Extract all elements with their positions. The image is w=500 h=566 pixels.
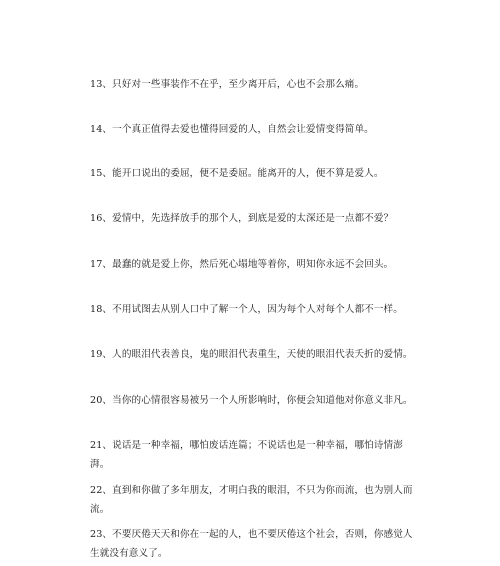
item-text: 直到和你做了多年朋友，才明白我的眼泪，不只为你而流，也为别人而流。 [90, 485, 413, 515]
item-number: 13 [90, 79, 103, 90]
item-number: 19 [90, 349, 103, 360]
list-item [90, 300, 420, 319]
item-text: 不用试图去从别人口中了解一个人，因为每个人对每个人都不一样。 [112, 304, 403, 315]
item-separator: 、 [102, 79, 113, 90]
item-number: 23 [90, 529, 103, 540]
item-text: 能开口说出的委屈，便不是委屈。能离开的人，便不算是爱人。 [112, 168, 384, 179]
list-item [90, 345, 420, 364]
item-separator: 、 [102, 440, 113, 451]
item-separator: 、 [102, 485, 113, 496]
item-separator: 、 [102, 349, 113, 360]
list-item [90, 436, 420, 474]
item-separator: 、 [102, 304, 113, 315]
item-number: 15 [90, 168, 103, 179]
item-text: 只好对一些事装作不在乎，至少离开后，心也不会那么痛。 [112, 79, 365, 90]
item-text: 人的眼泪代表善良，鬼的眼泪代表重生，天使的眼泪代表夭折的爱情。 [112, 349, 413, 360]
list-item [90, 209, 420, 228]
item-text: 说话是一种幸福，哪怕废话连篇；不说话也是一种幸福，哪怕诗情澎湃。 [90, 440, 403, 470]
item-text: 最蠢的就是爱上你，然后死心塌地等着你，明知你永远不会回头。 [112, 259, 394, 270]
item-number: 17 [90, 259, 103, 270]
item-separator: 、 [102, 168, 113, 179]
list-item [90, 525, 420, 563]
item-number: 21 [90, 440, 103, 451]
list-item [90, 481, 420, 519]
list-item [90, 391, 420, 410]
item-separator: 、 [102, 395, 113, 406]
item-text: 爱情中，先选择放手的那个人，到底是爱的太深还是一点都不爱？ [112, 213, 394, 224]
item-number: 18 [90, 304, 103, 315]
item-number: 22 [90, 485, 103, 496]
list-item [90, 255, 420, 274]
list-item [90, 164, 420, 183]
item-text: 一个真正值得去爱也懂得回爱的人，自然会让爱情变得简单。 [112, 124, 374, 135]
item-separator: 、 [102, 213, 113, 224]
item-separator: 、 [102, 529, 113, 540]
item-separator: 、 [102, 124, 113, 135]
item-text: 当你的心情很容易被另一个人所影响时，你便会知道他对你意义非凡。 [112, 395, 413, 406]
list-item [90, 75, 420, 94]
item-number: 14 [90, 124, 103, 135]
item-text: 不要厌倦天天和你在一起的人，也不要厌倦这个社会，否则，你感觉人生就没有意义了。 [90, 529, 413, 559]
item-number: 16 [90, 213, 103, 224]
item-number: 20 [90, 395, 103, 406]
list-item [90, 120, 420, 139]
item-separator: 、 [102, 259, 113, 270]
